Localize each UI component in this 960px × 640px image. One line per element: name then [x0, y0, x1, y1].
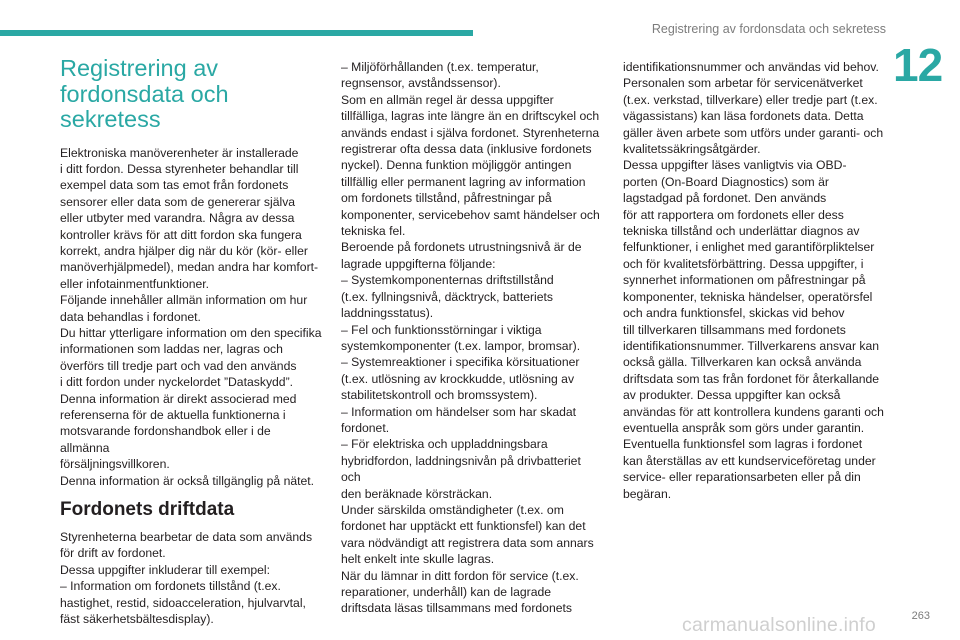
subsection-title: Fordonets driftdata	[60, 499, 235, 521]
text-line: försäljningsvillkoren.	[60, 457, 170, 472]
text-line: Eventuella funktionsfel som lagras i fordonet	[623, 437, 863, 452]
text-line: eller infotainmentfunktioner.	[60, 276, 210, 291]
text-line: hybridfordon, laddningsnivån på drivbatteriet och	[341, 453, 581, 485]
text-line: felfunktioner, i enlighet med garantiförpliktelser	[623, 240, 875, 255]
text-line: gäller även arbete som utförs under garanti- och	[623, 125, 884, 140]
text-line: laddningsstatus).	[341, 306, 434, 321]
column-1	[60, 56, 322, 627]
text-line: begäran.	[623, 486, 672, 501]
text-line: kontroller krävs för att ditt fordon ska fungera	[60, 227, 302, 242]
text-line: synnerhet informationen om påfrestningar på	[623, 273, 866, 288]
text-line: (t.ex. verkstad, tillverkare) eller tredje part (t.ex.	[623, 92, 878, 107]
running-header: Registrering av fordonsdata och sekretess	[651, 22, 886, 36]
text-line: för drift av fordonet.	[60, 546, 166, 561]
text-line: Dessa uppgifter inkluderar till exempel:	[60, 562, 270, 577]
text-line: – Information om fordonets tillstånd (t.ex.	[60, 579, 281, 594]
text-line: vara nödvändigt att registrera data som annars	[341, 535, 594, 550]
text-line: När du lämnar in ditt fordon för service (t.ex.	[341, 568, 579, 583]
text-line: sensorer eller data som de genererar själva	[60, 194, 296, 209]
text-line: nyckel). Denna funktion möjliggör antingen	[341, 158, 572, 173]
text-line: om fordonets tillstånd, påfrestningar på	[341, 191, 552, 206]
column-2	[341, 59, 603, 617]
text-line: eller utbyter med varandra. Några av dessa	[60, 211, 295, 226]
text-line: användas för att kontrollera kundens garanti och	[623, 404, 884, 419]
text-line: av produkter. Dessa uppgifter kan också	[623, 388, 841, 403]
text-line: motsvarande fordonshandbok eller i de allmänna	[60, 424, 271, 455]
text-line: Denna information är direkt associerad med	[60, 391, 297, 406]
text-line: komponenter, servicebehov samt händelser och	[341, 207, 600, 222]
text-line: hastighet, restid, sidoacceleration, hjulvarvtal,	[60, 595, 306, 610]
text-line: och andra funktionsfel, skickas vid behov	[623, 306, 845, 321]
text-line: identifikationsnummer. Tillverkarens ansvar kan	[623, 338, 880, 353]
text-line: tillfällig eller permanent lagring av information	[341, 174, 586, 189]
text-line: data behandlas i fordonet.	[60, 309, 201, 324]
text-line: till tillverkaren tillsammans med fordonets	[623, 322, 846, 337]
text-line: fordonet har upptäckt ett funktionsfel) kan det	[341, 519, 586, 534]
text-line: används endast i själva fordonet. Styrenheterna	[341, 125, 600, 140]
text-line: registrerar ofta dessa data (inklusive fordonets	[341, 142, 592, 157]
text-line: (t.ex. fyllningsnivå, däcktryck, batteriets	[341, 289, 554, 304]
text-line: stabilitetskontroll och bromssystem).	[341, 388, 538, 403]
text-line: porten (On-Board Diagnostics) som är	[623, 174, 829, 189]
text-line: fordonet.	[341, 420, 390, 435]
text-line: för att rapportera om fordonets eller dess	[623, 207, 844, 222]
text-line: Du hittar ytterligare information om den specifika	[60, 325, 322, 340]
text-line: – Miljöförhållanden (t.ex. temperatur,	[341, 60, 539, 74]
text-line: i ditt fordon. Dessa styrenheter behandlar till	[60, 161, 299, 176]
text-line: helt enkelt inte skulle lagras.	[341, 552, 495, 567]
text-line: Beroende på fordonets utrustningsnivå är de	[341, 240, 582, 255]
text-line: referenserna för de aktuella funktionerna i	[60, 408, 286, 422]
text-line: vägassistans) kan läsa fordonets data. Detta	[623, 109, 864, 124]
text-line: manöverhjälpmedel), medan andra har komfort-	[60, 260, 319, 275]
text-line: Elektroniska manöverenheter är installerade	[60, 145, 299, 160]
text-line: regnsensor, avståndssensor).	[341, 76, 501, 91]
text-line: lagrade uppgifterna följande:	[341, 256, 496, 271]
text-line: service- eller reparationsarbeten eller på din	[623, 470, 861, 485]
column-3	[623, 59, 885, 502]
text-line: komponenter, tekniska händelser, operatörsfel	[623, 289, 873, 304]
text-line: och för kvalitetsförbättring. Dessa uppgifter, i	[623, 256, 864, 271]
text-line: – Fel och funktionsstörningar i viktiga	[341, 322, 542, 337]
text-line: Följande innehåller allmän information om hur	[60, 293, 308, 308]
text-line: driftsdata som tas från fordonet för återkallande	[623, 371, 880, 386]
text-line: driftsdata läsas tillsammans med fordonets	[341, 601, 572, 616]
text-line: – Systemreaktioner i specifika körsituationer	[341, 355, 580, 370]
text-line: identifikationsnummer och användas vid behov.	[623, 60, 879, 74]
watermark: carmanualsonline.info	[682, 614, 876, 636]
text-line: Denna information är också tillgänglig på nätet.	[60, 473, 315, 488]
text-line: – Information om händelser som har skadat	[341, 404, 577, 419]
text-line: också gälla. Tillverkaren kan också använda	[623, 355, 862, 370]
text-line: Dessa uppgifter läses vanligtvis via OBD-	[623, 158, 847, 173]
text-line: reparationer, underhåll) kan de lagrade	[341, 585, 552, 599]
text-line: informationen som laddas ner, lagras och	[60, 342, 283, 357]
chapter-number: 12	[893, 39, 943, 91]
text-line: kvalitetssäkringsåtgärder.	[623, 142, 761, 157]
text-line: tekniska tillstånd och underlättar diagnos av	[623, 224, 860, 239]
text-line: den beräknade körsträckan.	[341, 486, 493, 501]
text-line: överförs till tredje part och vad den används	[60, 358, 297, 373]
text-line: – Systemkomponenternas driftstillstånd	[341, 273, 554, 288]
section-title: Registrering av fordonsdata och sekretess	[60, 55, 229, 132]
header-accent-bar	[0, 30, 473, 36]
text-line: korrekt, andra hjälper dig när du kör (kör- eller	[60, 243, 308, 258]
text-line: Under särskilda omständigheter (t.ex. om	[341, 502, 564, 517]
text-line: systemkomponenter (t.ex. lampor, bromsar).	[341, 338, 581, 353]
text-line: fäst säkerhetsbältesdisplay).	[60, 612, 214, 627]
driftdata-text	[60, 529, 322, 627]
text-line: exempel data som tas emot från fordonets	[60, 178, 289, 193]
text-line: i ditt fordon under nyckelordet ”Dataskydd”.	[60, 375, 294, 390]
page-number: 263	[911, 610, 930, 622]
intro-text	[60, 145, 322, 490]
text-line: tillfälliga, lagras inte längre än en driftscykel och	[341, 109, 600, 124]
text-line: Styrenheterna bearbetar de data som används	[60, 530, 313, 545]
text-line: Som en allmän regel är dessa uppgifter	[341, 92, 554, 107]
text-line: lagstadgad på fordonet. Den används	[623, 191, 827, 206]
text-line: – För elektriska och uppladdningsbara	[341, 437, 548, 452]
text-line: kan återställas av ett kundserviceföretag under	[623, 453, 876, 468]
text-line: tekniska fel.	[341, 224, 406, 239]
text-line: Personalen som arbetar för servicenätverket	[623, 76, 863, 91]
text-line: eventuella anspråk som görs under garantin.	[623, 420, 865, 435]
text-line: (t.ex. utlösning av krockkudde, utlösning av	[341, 371, 575, 386]
